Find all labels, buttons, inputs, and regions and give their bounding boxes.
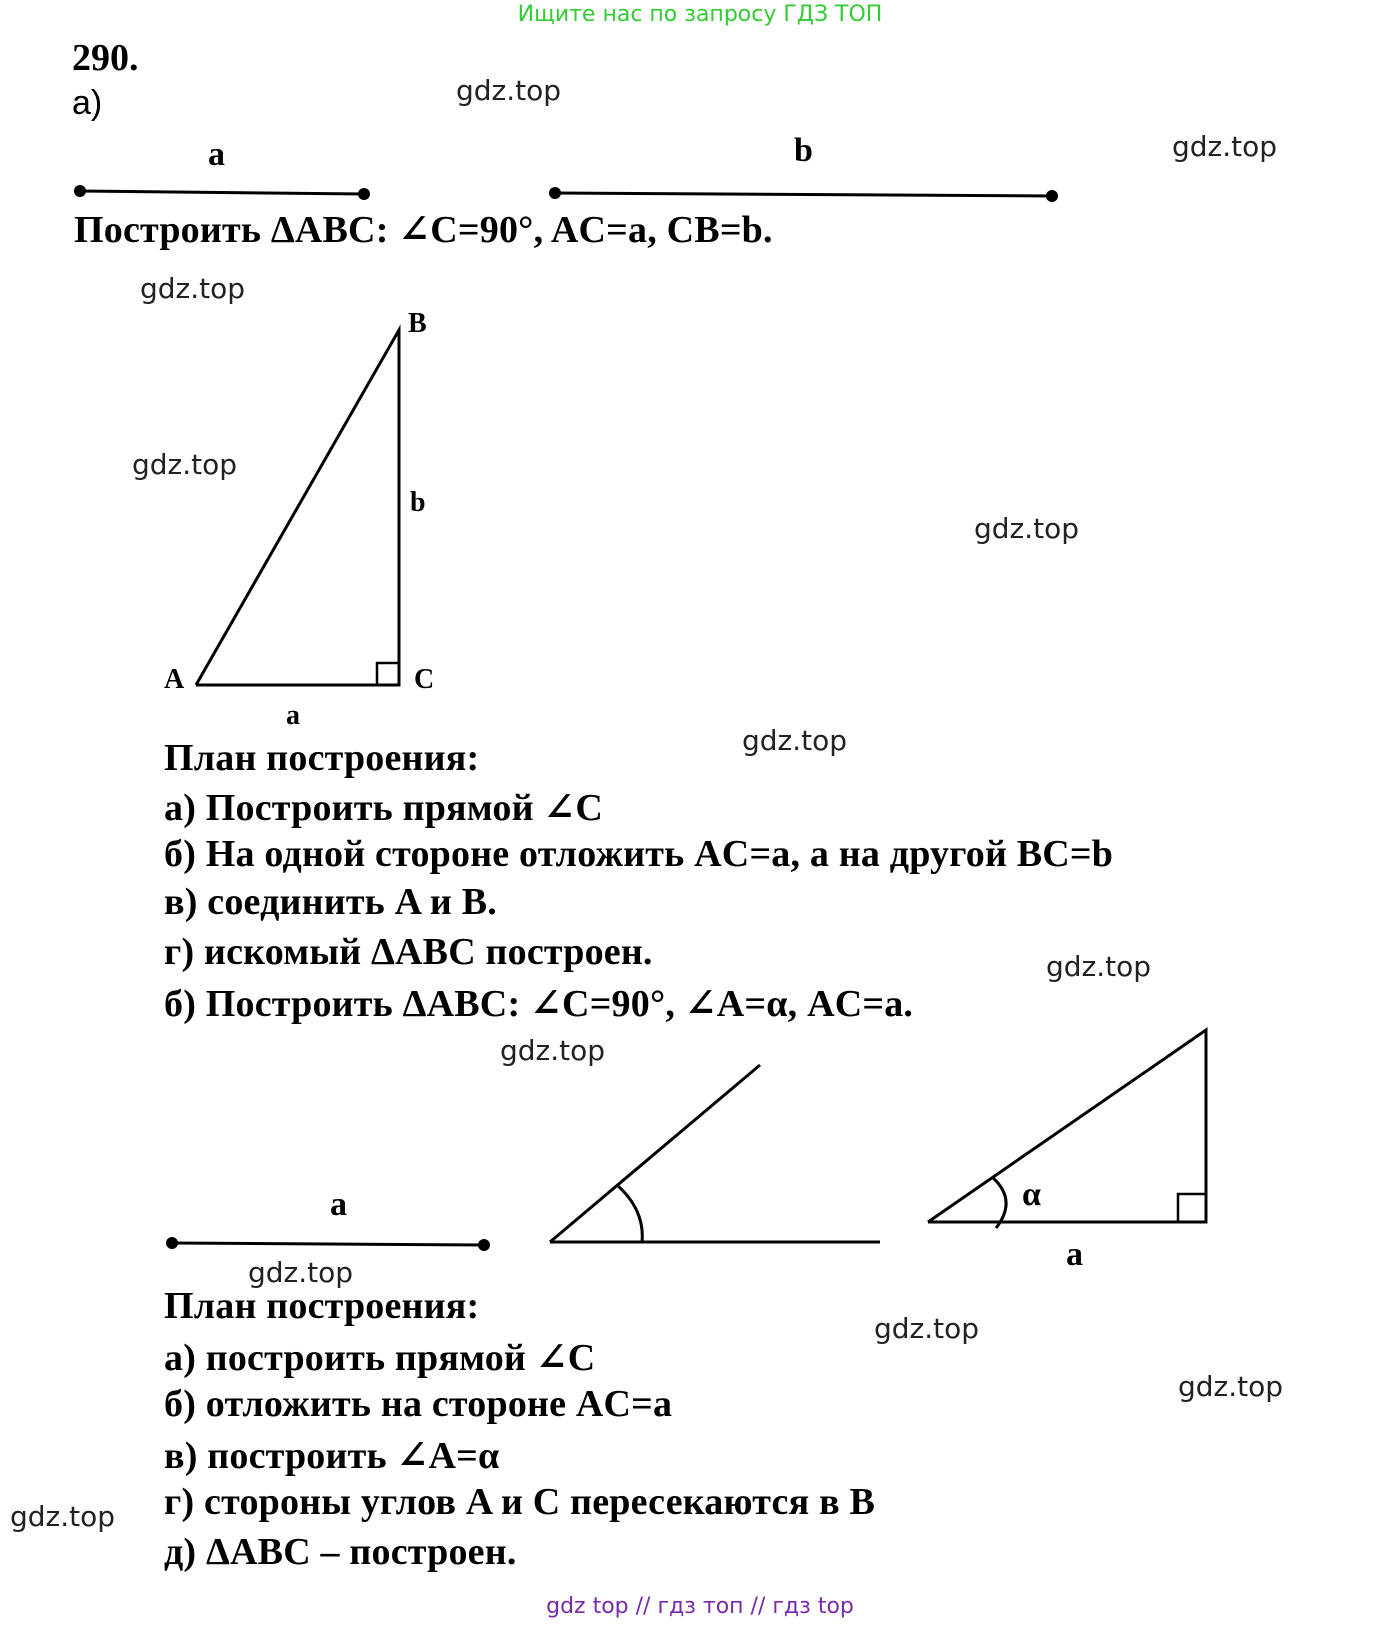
watermark: gdz.top <box>140 272 246 305</box>
plan-a-title: План построения: <box>164 737 480 779</box>
plan-b-title: План построения: <box>164 1285 480 1327</box>
watermark: gdz.top <box>1178 1370 1284 1403</box>
vertex-a-label: A <box>164 664 185 695</box>
part-a-label: а) <box>72 84 103 122</box>
plan-b-step-3: в) построить ∠A=α <box>164 1435 500 1477</box>
watermark: gdz.top <box>456 74 562 107</box>
vertex-c-label: C <box>414 664 435 695</box>
segment-a-b-label: a <box>330 1186 347 1223</box>
task-a: Построить ΔABC: ∠C=90°, AC=a, CB=b. <box>74 209 773 251</box>
segment-b-label: b <box>794 132 813 169</box>
problem-number: 290. <box>72 37 139 79</box>
watermark: gdz.top <box>742 724 848 757</box>
plan-a-step-1: а) Построить прямой ∠C <box>164 787 604 829</box>
watermark: gdz.top <box>974 512 1080 545</box>
watermark: gdz.top <box>10 1500 116 1533</box>
task-b: б) Построить ΔABC: ∠C=90°, ∠A=α, AC=a. <box>164 983 914 1025</box>
watermark: gdz.top <box>1046 950 1152 983</box>
segment-a-label: a <box>208 136 225 173</box>
watermark: gdz.top <box>132 448 238 481</box>
watermark: gdz.top <box>874 1312 980 1345</box>
triangle-2-side-a-label: a <box>1066 1236 1083 1273</box>
watermark: gdz.top <box>500 1034 606 1067</box>
header-banner: Ищите нас по запросу ГДЗ ТОП <box>517 2 883 27</box>
footer-links: gdz top // гдз топ // гдз top <box>546 1594 854 1619</box>
plan-a-step-2: б) На одной стороне отложить AC=a, а на другой BC=b <box>164 833 1114 875</box>
side-b-label: b <box>410 487 426 518</box>
side-a-label: a <box>286 700 300 731</box>
angle-alpha-figure <box>550 1065 880 1242</box>
alpha-label: α <box>1022 1176 1041 1213</box>
plan-a-step-4: г) искомый ΔABC построен. <box>164 931 653 973</box>
watermark: gdz.top <box>248 1256 354 1289</box>
segment-a-b <box>166 1237 490 1251</box>
plan-b-step-4: г) стороны углов A и C пересекаются в B <box>164 1481 876 1523</box>
triangle-abc-1 <box>196 330 399 685</box>
segment-b <box>549 187 1058 202</box>
plan-b-step-5: д) ΔABC – построен. <box>164 1531 517 1573</box>
plan-a-step-3: в) соединить A и B. <box>164 881 497 923</box>
plan-b-step-1: а) построить прямой ∠C <box>164 1337 596 1379</box>
vertex-b-label: B <box>408 308 427 339</box>
plan-b-step-2: б) отложить на стороне AC=a <box>164 1383 673 1425</box>
segment-a <box>74 185 370 200</box>
watermark: gdz.top <box>1172 130 1278 163</box>
triangle-abc-2 <box>928 1030 1206 1228</box>
